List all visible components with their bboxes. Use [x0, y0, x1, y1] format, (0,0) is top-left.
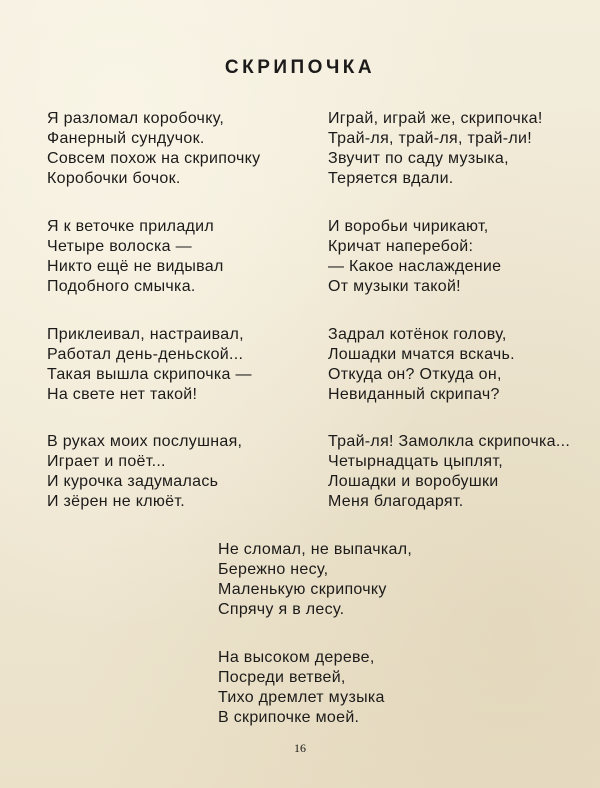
poem-line: Четыре волоска — [47, 238, 192, 255]
stanza-1 [47, 109, 260, 189]
poem-line: Я к веточке приладил [47, 218, 215, 235]
poem-line: И курочка задумалась [47, 473, 219, 490]
poem-line: И воробьи чирикают, [328, 218, 489, 235]
poem-line: Бережно несу, [218, 561, 329, 578]
poem-line: Подобного смычка. [47, 278, 196, 295]
poem-line: Тихо дремлет музыка [218, 689, 385, 706]
stanza-10 [218, 648, 385, 728]
poem-line: Такая вышла скрипочка — [47, 366, 252, 383]
page-number: 16 [294, 741, 306, 755]
poem-line: В руках моих послушная, [47, 433, 243, 450]
poem-line: Задрал котёнок голову, [328, 326, 507, 343]
poem-line: Приклеивал, настраивал, [47, 326, 244, 343]
poem-line: Откуда он? Откуда он, [328, 366, 502, 383]
poem-line: В скрипочке моей. [218, 709, 360, 726]
poem-line: Звучит по саду музыка, [328, 150, 509, 167]
poem-line: Я разломал коробочку, [47, 110, 225, 127]
poem-line: Невиданный скрипач? [328, 386, 500, 403]
poem-line: Спрячу я в лесу. [218, 601, 345, 618]
stanza-7 [328, 325, 515, 405]
poem-line: Коробочки бочок. [47, 170, 181, 187]
stanza-9 [218, 540, 412, 620]
stanza-4 [47, 432, 242, 512]
stanza-5 [328, 109, 543, 189]
poem-line: И зёрен не клюёт. [47, 493, 185, 510]
poem-line: Играет и поёт... [47, 453, 166, 470]
poem-line: Никто ещё не видывал [47, 258, 224, 275]
poem-line: Не сломал, не выпачкал, [218, 541, 413, 558]
poem-line: Работал день-деньской... [47, 346, 244, 363]
stanza-2 [47, 217, 224, 297]
poem-line: Играй, играй же, скрипочка! [328, 110, 543, 127]
poem-line: На свете нет такой! [47, 386, 198, 403]
poem-line: Лошадки и воробушки [328, 473, 499, 490]
poem-line: Трай-ля, трай-ля, трай-ли! [328, 130, 533, 147]
poem-line: Фанерный сундучок. [47, 130, 205, 147]
poem-line: — Какое наслаждение [328, 258, 502, 275]
poem-line: Теряется вдали. [328, 170, 454, 187]
poem-line: Меня благодарят. [328, 493, 464, 510]
poem-line: Четырнадцать цыплят, [328, 453, 503, 470]
poem-line: Трай-ля! Замолкла скрипочка... [328, 433, 571, 450]
poem-line: На высоком дереве, [218, 649, 375, 666]
poem-line: От музыки такой! [328, 278, 461, 295]
poem-line: Посреди ветвей, [218, 669, 346, 686]
poem-title: СКРИПОЧКА [224, 57, 376, 78]
poem-line: Совсем похож на скрипочку [47, 150, 261, 167]
stanza-8 [328, 432, 570, 512]
poem-line: Кричат наперебой: [328, 238, 474, 255]
poem-line: Маленькую скрипочку [218, 581, 387, 598]
poem-line: Лошадки мчатся вскачь. [328, 346, 515, 363]
stanza-6 [328, 217, 501, 297]
stanza-3 [47, 325, 252, 405]
